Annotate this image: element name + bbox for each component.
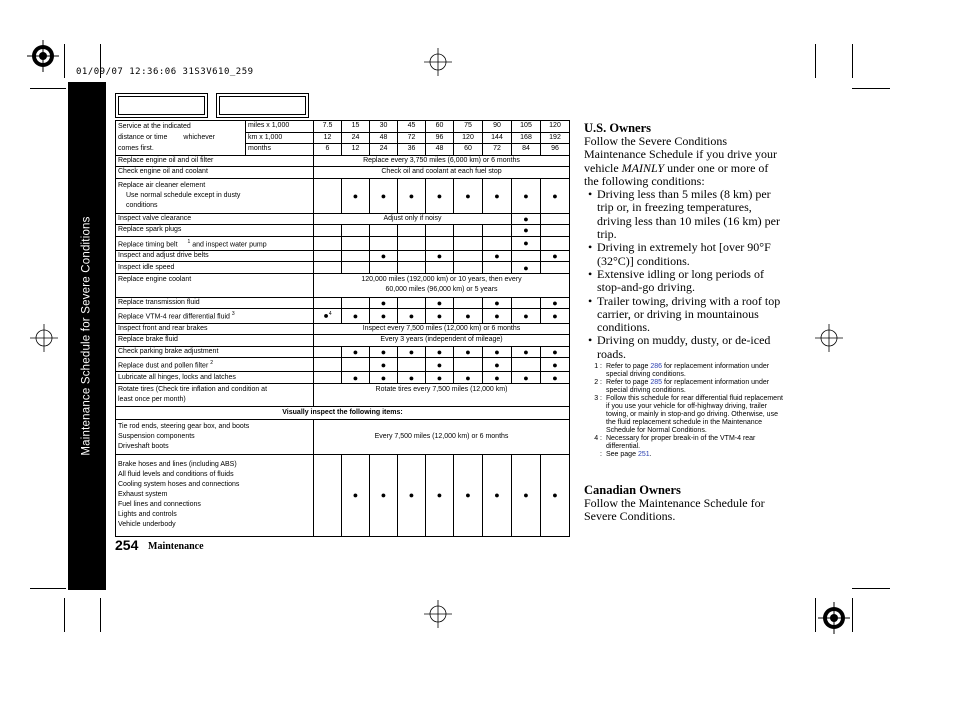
interval-note: Every 3 years (independent of mileage)	[314, 335, 570, 347]
table-row	[116, 273, 570, 297]
months-cell: 6	[314, 144, 342, 156]
service-dot: ●	[342, 309, 370, 323]
crop-mark	[815, 598, 816, 632]
service-dot: ●	[512, 309, 541, 323]
list-item: • Driving less than 5 miles (8 km) per trip or, in freezing temperatures, driving less than 10 miles (16 km) per trip.	[588, 187, 780, 242]
service-dot: ●	[454, 309, 483, 323]
table-row	[116, 406, 570, 419]
item-label: Inspect and adjust drive belts	[116, 250, 314, 262]
service-dot: ●	[454, 178, 483, 213]
service-dot: ●	[426, 346, 454, 358]
item-label: Inspect valve clearance	[116, 213, 314, 225]
months-cell: 36	[398, 144, 426, 156]
service-dot: ●	[512, 372, 541, 384]
page-number: 254	[115, 537, 139, 553]
item-label: Replace engine coolant	[116, 273, 314, 297]
list-item: • Driving in extremely hot [over 90°F (32°C)] conditions.	[588, 240, 771, 268]
footnote: 1 : Refer to page 286 for replacement information under special driving conditions.	[594, 363, 770, 379]
service-dot: ●	[398, 372, 426, 384]
service-dot: ●	[512, 225, 541, 237]
service-dot: ●	[426, 297, 454, 309]
service-dot: ●$^4$	[314, 309, 342, 323]
item-label: Replace VTM-4 rear differential fluid $^3$	[116, 309, 314, 323]
service-dot: ●	[483, 358, 512, 372]
page-link[interactable]: 286	[650, 363, 663, 371]
table-row	[116, 335, 570, 347]
months-cell: 48	[426, 144, 454, 156]
registration-target-icon	[27, 40, 59, 72]
interval-note: Check oil and coolant at each fuel stop	[314, 167, 570, 179]
print-stamp: 01/09/07 12:36:06 31S3V610_259	[76, 67, 254, 77]
crop-mark	[30, 588, 66, 589]
service-dot: ●	[426, 178, 454, 213]
service-dot: ●	[483, 297, 512, 309]
table-row	[116, 372, 570, 384]
table-row	[116, 323, 570, 335]
crop-mark	[30, 88, 66, 89]
km-cell: 72	[398, 132, 426, 144]
item-label: Inspect front and rear brakes	[116, 323, 314, 335]
table-row	[116, 178, 570, 213]
miles-cell: 75	[454, 121, 483, 133]
km-cell: 24	[342, 132, 370, 144]
crop-mark	[852, 588, 890, 589]
miles-cell: 15	[342, 121, 370, 133]
service-dot: ●	[512, 178, 541, 213]
service-dot: ●	[541, 358, 570, 372]
item-label: Check engine oil and coolant	[116, 167, 314, 179]
service-interval-label: distance or time whichever	[116, 132, 246, 144]
service-dot: ●	[370, 346, 398, 358]
km-cell: 48	[370, 132, 398, 144]
table-row	[116, 297, 570, 309]
km-cell: 144	[483, 132, 512, 144]
months-cell: 12	[342, 144, 370, 156]
miles-cell: 90	[483, 121, 512, 133]
service-dot: ●	[512, 454, 541, 536]
footnote: : See page 251.	[600, 451, 652, 459]
table-row	[116, 262, 570, 274]
service-dot: ●	[342, 454, 370, 536]
service-dot: ●	[541, 297, 570, 309]
registration-target-icon	[818, 602, 850, 634]
us-owners-intro: Follow the Severe Conditions Maintenance Schedule if you drive your vehicle MAINLY under one or more of the following conditions:	[584, 134, 777, 188]
months-cell: 24	[370, 144, 398, 156]
interval-note: 120,000 miles (192,000 km) or 10 years, then every 60,000 miles (96,000 km) or 5 years	[314, 273, 570, 297]
service-dot: ●	[483, 178, 512, 213]
service-dot: ●	[370, 297, 398, 309]
table-row	[116, 358, 570, 372]
km-cell: 168	[512, 132, 541, 144]
table-row	[116, 155, 570, 167]
service-dot: ●	[483, 454, 512, 536]
service-dot: ●	[541, 372, 570, 384]
table-row	[116, 132, 570, 144]
item-label: Brake hoses and lines (including ABS) All fluid levels and conditions of fluids Cooling system hoses and connections Exhaust system Fuel lines and connections Lights and controls Vehicle underbody	[116, 454, 314, 536]
us-owners-heading: U.S. Owners	[584, 121, 652, 135]
canadian-owners-heading: Canadian Owners	[584, 483, 681, 498]
unit-label: km x 1,000	[246, 132, 314, 144]
service-dot: ●	[541, 309, 570, 323]
service-dot: ●	[454, 372, 483, 384]
interval-note: Every 7,500 miles (12,000 km) or 6 months	[314, 419, 570, 454]
table-row	[116, 346, 570, 358]
crosshair-icon	[424, 48, 452, 76]
service-dot: ●	[483, 372, 512, 384]
page-link[interactable]: 251	[637, 451, 650, 459]
miles-cell: 45	[398, 121, 426, 133]
miles-cell: 120	[541, 121, 570, 133]
service-dot: ●	[426, 372, 454, 384]
crop-mark	[100, 598, 101, 632]
service-dot: ●	[483, 346, 512, 358]
km-cell: 192	[541, 132, 570, 144]
item-label: Replace engine oil and oil filter	[116, 155, 314, 167]
unit-label: months	[246, 144, 314, 156]
service-dot: ●	[398, 454, 426, 536]
footnotes	[584, 363, 784, 459]
item-label: Tie rod ends, steering gear box, and boots Suspension components Driveshaft boots	[116, 419, 314, 454]
service-dot: ●	[370, 454, 398, 536]
item-label: Replace air cleaner element Use normal schedule except in dusty conditions	[116, 178, 314, 213]
service-dot: ●	[398, 178, 426, 213]
footnote: 3 : Follow this schedule for rear differential fluid replacement if you use your vehicle for off-highway driving, trailer towing, or mainly in stop-and go driving. Otherwise, use the fluid replacement schedule in the Maintenance Schedule for Normal Conditions.	[594, 395, 783, 435]
crosshair-icon	[30, 324, 58, 352]
page-link[interactable]: 285	[650, 379, 663, 387]
miles-cell: 7.5	[314, 121, 342, 133]
header-tab-box	[115, 93, 208, 118]
service-dot: ●	[398, 346, 426, 358]
table-row	[116, 236, 570, 250]
km-cell: 120	[454, 132, 483, 144]
interval-note: Inspect every 7,500 miles (12,000 km) or 6 months	[314, 323, 570, 335]
service-dot: ●	[426, 358, 454, 372]
miles-cell: 30	[370, 121, 398, 133]
section-label: Maintenance	[148, 541, 204, 552]
table-row	[116, 454, 570, 536]
item-label: Rotate tires (Check tire inflation and condition at least once per month)	[116, 383, 314, 406]
service-dot: ●	[370, 250, 398, 262]
months-cell: 72	[483, 144, 512, 156]
table-row	[116, 383, 570, 406]
header-tab-box	[216, 93, 309, 118]
interval-note: Adjust only if noisy	[314, 213, 512, 225]
service-dot: ●	[342, 372, 370, 384]
months-cell: 96	[541, 144, 570, 156]
service-dot: ●	[512, 346, 541, 358]
table-row	[116, 225, 570, 237]
canadian-owners-text: Follow the Maintenance Schedule for Severe Conditions.	[584, 496, 765, 524]
months-cell: 84	[512, 144, 541, 156]
table-row	[116, 144, 570, 156]
empty-cell	[541, 213, 570, 225]
interval-note: Rotate tires every 7,500 miles (12,000 km)	[314, 383, 570, 406]
list-item: • Driving on muddy, dusty, or de-iced roads.	[588, 333, 771, 361]
service-dot: ●	[541, 250, 570, 262]
miles-cell: 60	[426, 121, 454, 133]
crop-mark	[852, 44, 853, 78]
miles-cell: 105	[512, 121, 541, 133]
service-interval-label: comes first.	[116, 144, 246, 156]
service-dot: ●	[370, 358, 398, 372]
table-row	[116, 419, 570, 454]
service-dot: ●	[426, 250, 454, 262]
table-row	[116, 167, 570, 179]
service-dot: ●	[454, 346, 483, 358]
service-dot: ●	[342, 178, 370, 213]
crop-mark	[64, 598, 65, 632]
crop-mark	[815, 44, 816, 78]
conditions-list	[584, 188, 784, 361]
crop-mark	[852, 88, 890, 89]
item-label: Inspect idle speed	[116, 262, 314, 274]
service-dot: ●	[398, 309, 426, 323]
item-label: Replace spark plugs	[116, 225, 314, 237]
interval-note: Replace every 3,750 miles (6,000 km) or 6 months	[314, 155, 570, 167]
service-interval-label: Service at the indicated	[116, 121, 246, 133]
km-cell: 12	[314, 132, 342, 144]
empty-cell	[314, 178, 342, 213]
item-label: Replace dust and pollen filter $^2$	[116, 358, 314, 372]
item-label: Lubricate all hinges, locks and latches	[116, 372, 314, 384]
service-dot: ●	[370, 178, 398, 213]
sidebar-title: Maintenance Schedule for Severe Conditions	[81, 216, 93, 456]
item-label: Check parking brake adjustment	[116, 346, 314, 358]
service-dot: ●	[541, 346, 570, 358]
table-row	[116, 213, 570, 225]
service-dot: ●	[512, 236, 541, 250]
list-item: • Trailer towing, driving with a roof top carrier, or driving in mountainous conditions.	[588, 293, 781, 335]
service-dot: ●	[426, 309, 454, 323]
service-dot: ●	[426, 454, 454, 536]
service-dot: ●	[342, 346, 370, 358]
table-row	[116, 250, 570, 262]
item-label: Replace timing belt $^1$ and inspect water pump	[116, 236, 314, 250]
service-dot: ●	[454, 454, 483, 536]
item-label: Replace brake fluid	[116, 335, 314, 347]
service-dot: ●	[370, 372, 398, 384]
crop-mark	[64, 44, 65, 78]
service-dot: ●	[483, 250, 512, 262]
visual-inspect-header: Visually inspect the following items:	[116, 406, 570, 419]
crosshair-icon	[815, 324, 843, 352]
crosshair-icon	[424, 600, 452, 628]
table-row	[116, 309, 570, 323]
service-dot: ●	[483, 309, 512, 323]
service-dot: ●	[512, 262, 541, 274]
service-dot: ●	[541, 454, 570, 536]
service-dot: ●	[370, 309, 398, 323]
km-cell: 96	[426, 132, 454, 144]
list-item: • Extensive idling or long periods of stop-and-go driving.	[588, 266, 764, 295]
right-column	[584, 121, 784, 524]
footnote: 2 : Refer to page 285 for replacement information under special driving conditions.	[594, 379, 770, 395]
service-dot: ●	[541, 178, 570, 213]
item-label: Replace transmission fluid	[116, 297, 314, 309]
crop-mark	[852, 598, 853, 632]
service-dot: ●	[512, 213, 541, 225]
table-row	[116, 121, 570, 133]
maintenance-schedule-table	[115, 120, 570, 537]
unit-label: miles x 1,000	[246, 121, 314, 133]
footnote: 4 : Necessary for proper break-in of the VTM-4 rear differential.	[594, 435, 756, 451]
months-cell: 60	[454, 144, 483, 156]
